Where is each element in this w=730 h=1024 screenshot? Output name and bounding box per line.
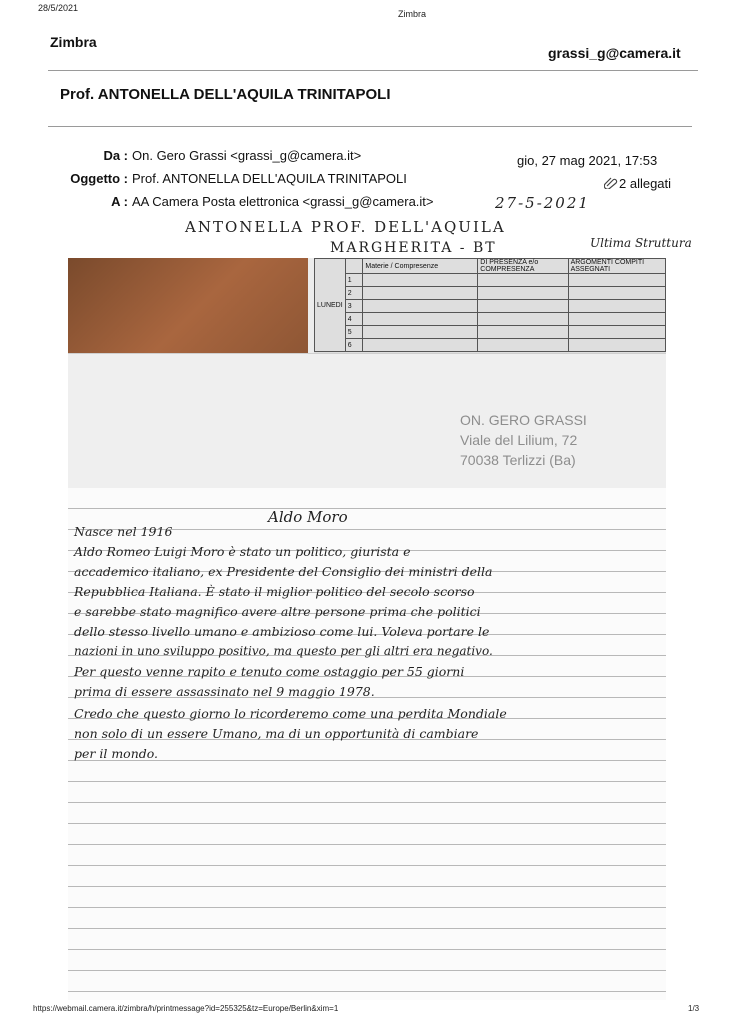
to-label: A : [111,194,128,209]
letter-line: non solo di un essere Umano, ma di un opportunità di cambiare [74,726,479,741]
letter-line: per il mondo. [74,746,159,761]
to-row [0,194,434,209]
register-row-num: 6 [345,339,363,352]
header-divider [48,70,698,71]
letter-line: prima di essere assassinato nel 9 maggio 1978. [74,684,375,699]
to-value[interactable]: AA Camera Posta elettronica <grassi_g@camera.it> [132,194,434,209]
register-header-presence: DI PRESENZA e/o COMPRESENZA [478,259,568,274]
envelope [68,353,666,494]
account-email: grassi_g@camera.it [548,45,681,61]
register-row-num: 3 [345,300,363,313]
letter-line: e sarebbe stato magnifico avere altre persone prima che politici [74,604,481,619]
message-subject: Prof. ANTONELLA DELL'AQUILA TRINITAPOLI [60,86,391,103]
handwritten-place: MARGHERITA - BT [330,240,497,256]
register-row-num: 2 [345,287,363,300]
letter-line: Credo che questo giorno lo ricorderemo come una perdita Mondiale [74,706,507,721]
register-header-subjects: Materie / Compresenze [363,259,478,274]
letter-line: Aldo Romeo Luigi Moro è stato un politico, giurista e [74,544,411,559]
brand-name: Zimbra [50,34,97,50]
letter-line: accademico italiano, ex Presidente del Consiglio dei ministri della [74,564,493,579]
letter-line: Per questo venne rapito e tenuto come ostaggio per 55 giorni [74,664,465,679]
register-row-num: 4 [345,313,363,326]
handwritten-date: 27-5-2021 [495,194,590,212]
from-value[interactable]: On. Gero Grassi <grassi_g@camera.it> [132,148,362,163]
paperclip-icon [604,177,618,192]
letter-title: Aldo Moro [268,508,348,526]
lined-letter-sheet [68,488,666,1000]
print-date: 28/5/2021 [38,3,79,13]
register-header-topics: ARGOMENTI COMPITI ASSEGNATI [568,259,665,274]
footer-url: https://webmail.camera.it/zimbra/h/printmessage?id=255325&tz=Europe/Berlin&xim=1 [33,1004,339,1013]
handwritten-name: ANTONELLA PROF. DELL'AQUILA [185,218,506,236]
letter-line: dello stesso livello umano e ambizioso come lui. Voleva portare le [74,624,490,639]
letter-line: nazioni in uno sviluppo positivo, ma questo per gli altri era negativo. [74,644,493,658]
subject-value: Prof. ANTONELLA DELL'AQUILA TRINITAPOLI [132,171,407,186]
register-day: LUNEDI [315,259,346,352]
footer-page-number: 1/3 [688,1004,700,1013]
letter-line: Repubblica Italiana. È stato il miglior politico del secolo scorso [74,584,475,599]
subject-divider [48,126,692,127]
letter-line: Nasce nel 1916 [74,524,173,539]
from-row [0,148,361,163]
subject-label: Oggetto : [70,171,128,186]
print-page-title: Zimbra [398,9,427,19]
attachments-count: 2 allegati [619,176,672,191]
stamp-name: ON. GERO GRASSI [460,412,587,428]
attachments-link[interactable] [604,176,671,192]
subject-row [0,171,407,186]
attached-photo [68,258,666,1000]
stamp-street: Viale del Lilium, 72 [460,432,578,448]
register-row-num: 5 [345,326,363,339]
handwritten-corner-note: Ultima Struttura [590,236,692,250]
register-row-num: 1 [345,274,363,287]
stamp-city: 70038 Terlizzi (Ba) [460,452,576,468]
register-table [314,258,666,352]
message-date: gio, 27 mag 2021, 17:53 [517,153,658,168]
from-label: Da : [103,148,128,163]
